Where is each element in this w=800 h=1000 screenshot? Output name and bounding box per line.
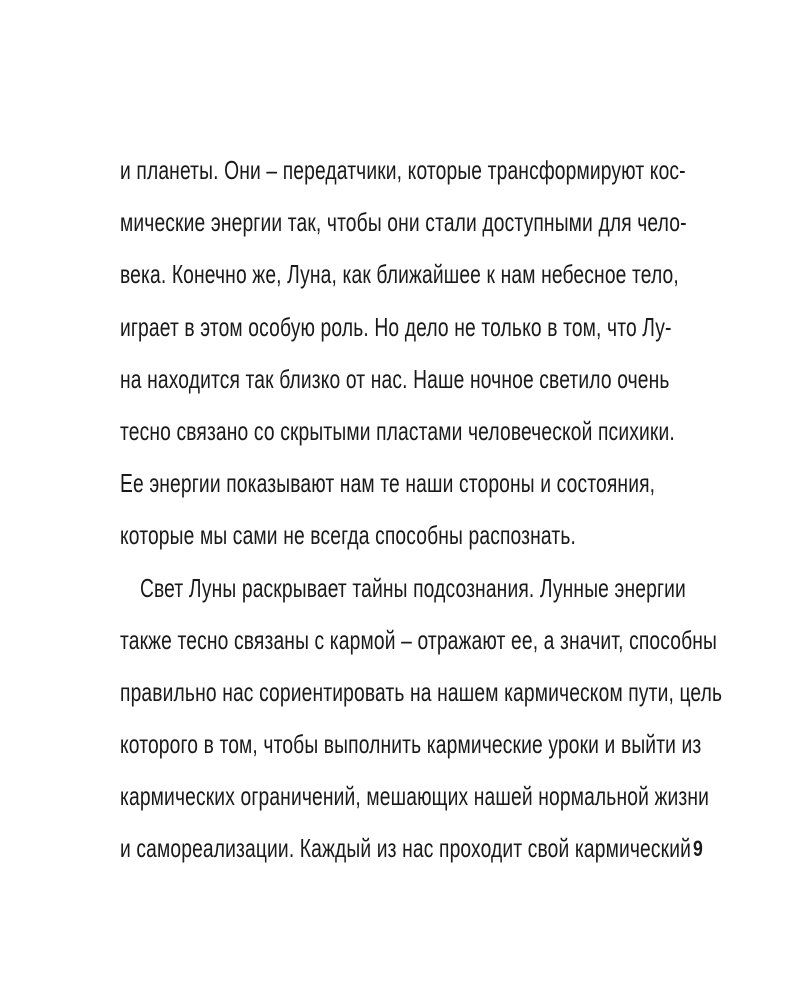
text-line: кармических ограничений, мешающих нашей нормальной жизни <box>120 781 710 812</box>
text-line: века. Конечно же, Луна, как ближайшее к нам небесное тело, <box>120 259 679 290</box>
body-text <box>120 150 723 881</box>
text-line: и планеты. Они – передатчики, которые трансформируют кос- <box>120 155 686 185</box>
text-line: Ее энергии показывают нам те наши стороны и состояния, <box>120 468 656 499</box>
text-line: которого в том, чтобы выполнить кармические уроки и выйти из <box>120 729 702 760</box>
text-line: и самореализации. Каждый из нас проходит свой кармический <box>120 833 692 864</box>
paragraph-first-line: Свет Луны раскрывает тайны подсознания. Лунные энергии <box>139 572 686 603</box>
text-line: мические энергии так, чтобы они стали доступными для чело- <box>120 207 687 238</box>
text-line: тесно связано со скрытыми пластами человеческой психики. <box>120 415 675 446</box>
page-number: 9 <box>693 836 703 861</box>
text-line: играет в этом особую роль. Но дело не только в том, что Лу- <box>120 311 672 342</box>
text-line: на находится так близко от нас. Наше ночное светило очень <box>120 363 670 394</box>
text-line: также тесно связаны с кармой – отражают ее, а значит, способны <box>120 624 718 655</box>
text-line: правильно нас сориентировать на нашем кармическом пути, цель <box>120 676 723 707</box>
text-line: которые мы сами не всегда способны распознать. <box>120 520 576 551</box>
